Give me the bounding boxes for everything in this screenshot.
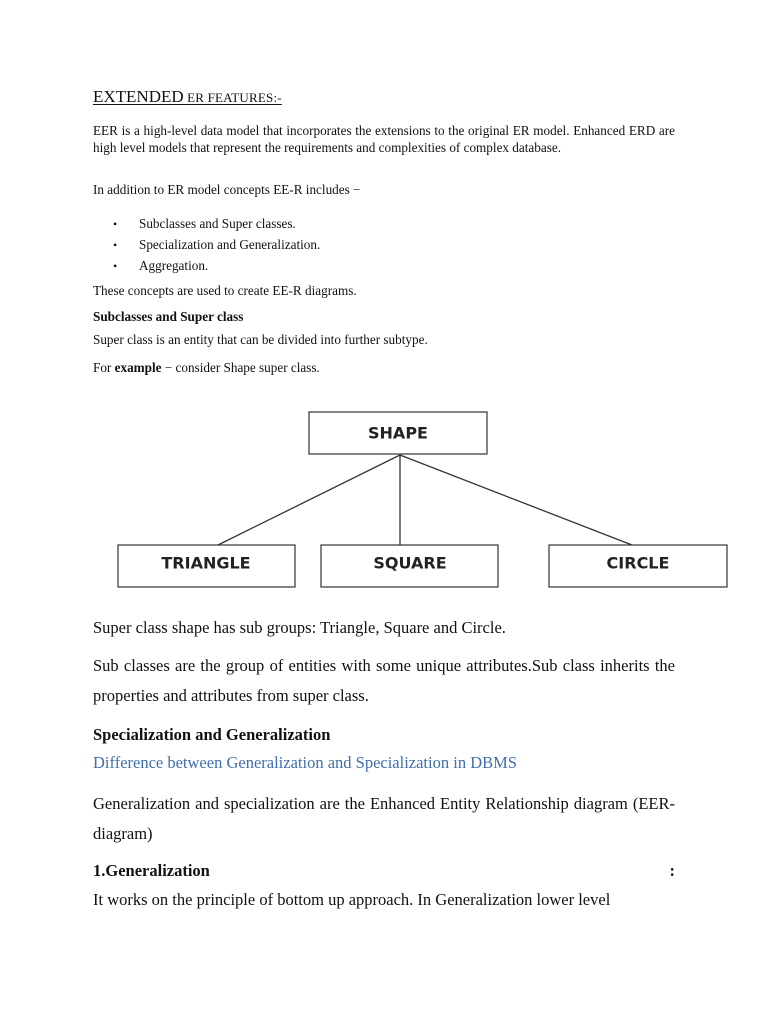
- generalization-heading-colon: :: [669, 861, 675, 880]
- concepts-line: These concepts are used to create EE-R diagrams.: [93, 283, 357, 298]
- title-rest: ER FEATURES:-: [183, 90, 282, 105]
- generalization-heading-text: 1.Generalization: [93, 861, 210, 880]
- subclass-paragraph: Sub classes are the group of entities with some unique attributes.Sub class inherits the properties and attributes from super class.: [93, 656, 675, 705]
- generalization-paragraph: It works on the principle of bottom up approach. In Generalization lower level: [93, 890, 611, 909]
- super-class-box: [309, 412, 487, 454]
- example-line: [93, 360, 320, 377]
- list-item-text: Subclasses and Super classes.: [139, 216, 296, 231]
- gen-spec-paragraph: Generalization and specialization are the Enhanced Entity Relationship diagram (EER-diagram): [93, 794, 675, 843]
- list-item: [113, 237, 320, 258]
- example-prefix: For: [93, 360, 115, 375]
- example-suffix: − consider Shape super class.: [161, 360, 320, 375]
- list-item-text: Aggregation.: [139, 258, 209, 273]
- shape-hierarchy-diagram: [100, 400, 740, 600]
- concept-list: [113, 216, 320, 279]
- shape-subgroups-text: Super class shape has sub groups: Triangle, Square and Circle.: [93, 618, 506, 637]
- sub-class-box-triangle: [118, 545, 295, 587]
- list-item: [113, 258, 320, 279]
- list-item-text: Specialization and Generalization.: [139, 237, 321, 252]
- sub-class-label: CIRCLE: [606, 553, 670, 573]
- page-title: [93, 86, 282, 109]
- bullet-icon: •: [113, 238, 118, 252]
- intro-paragraph: EER is a high-level data model that incorporates the extensions to the original ER model. Enhanced ERD are high level models that represent the requirements and complexities of complex database.: [93, 123, 675, 155]
- example-bold: example: [114, 360, 162, 375]
- superclass-definition: Super class is an entity that can be divided into further subtype.: [93, 332, 428, 347]
- sub-class-label: TRIANGLE: [161, 553, 251, 573]
- sub-class-box-square: [321, 545, 498, 587]
- sub-class-box-circle: [549, 545, 727, 587]
- bullet-icon: •: [113, 217, 118, 231]
- generalization-heading: [93, 856, 675, 886]
- super-class-label: SHAPE: [368, 423, 428, 443]
- bullet-icon: •: [113, 259, 118, 273]
- difference-link[interactable]: Difference between Generalization and Specialization in DBMS: [93, 753, 517, 772]
- sub-class-label: SQUARE: [373, 553, 447, 573]
- title-main: EXTENDED: [93, 87, 184, 106]
- includes-line: In addition to ER model concepts EE-R includes −: [93, 182, 361, 197]
- spec-gen-heading: Specialization and Generalization: [93, 725, 331, 744]
- list-item: [113, 216, 320, 237]
- subclasses-heading: Subclasses and Super class: [93, 309, 244, 324]
- connector-line-triangle: [218, 455, 400, 545]
- connector-line-circle: [400, 455, 632, 545]
